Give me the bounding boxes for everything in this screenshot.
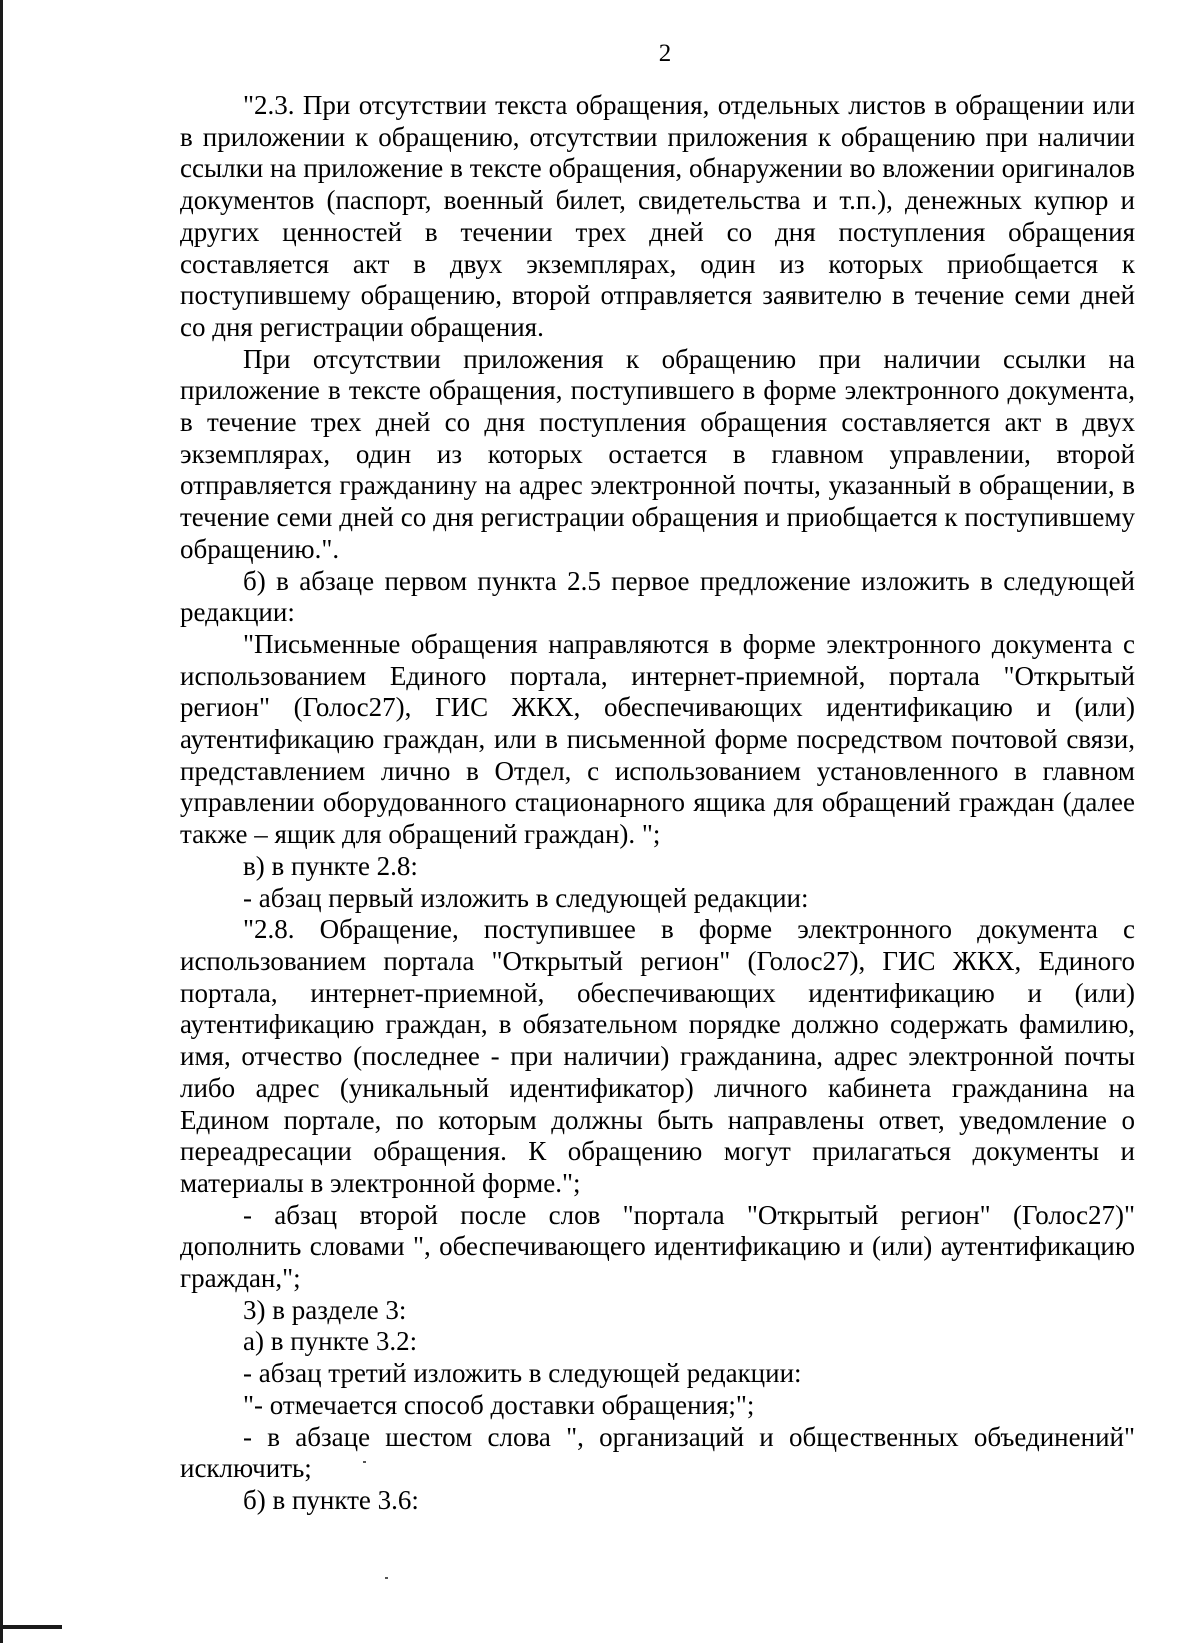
paragraph-2-8-text: "2.8. Обращение, поступившее в форме электронного документа с использованием портала "Открытый регион" (Голос27), ГИС ЖКХ, Единого портала, интернет-приемной, обеспечивающих идентификацию и (или) аутентификацию граждан, в обязательном порядке должно содержать фамилию, имя, отчество (последнее - при наличии) гражданина, адрес электронной почты либо адрес (уникальный идентификатор) личного кабинета гражданина на Едином портале, по которым должны быть направлены ответ, уведомление о переадресации обращения. К обращению могут прилагаться документы и материалы в электронной форме.";: [180, 914, 1135, 1198]
paragraph-second-abzac: - абзац второй после слов "портала "Открытый регион" (Голос27)" дополнить словами ", обеспечивающего идентификацию и (или) аутентификацию граждан,";: [180, 1199, 1135, 1294]
paragraph-sixth-abzac: - в абзаце шестом слова ", организаций и общественных объединений" исключить;: [180, 1421, 1135, 1484]
paragraph-section-3: 3) в разделе 3:: [243, 1294, 407, 1325]
paragraph-delivery-method: "- отмечается способ доставки обращения;";: [243, 1389, 755, 1420]
scan-edge-left: [0, 0, 3, 1643]
document-body: [180, 90, 1135, 1517]
scan-speck: [385, 1577, 388, 1579]
scan-edge-bottom: [0, 1625, 62, 1629]
scan-speck: [363, 1461, 366, 1463]
page-number: 2: [658, 40, 672, 67]
paragraph-v-2-8: в) в пункте 2.8:: [243, 850, 418, 881]
paragraph-b-3-6: б) в пункте 3.6:: [243, 1484, 419, 1515]
paragraph-a-3-2: а) в пункте 3.2:: [243, 1326, 418, 1357]
paragraph-third-abzac: - абзац третий изложить в следующей редакции:: [243, 1358, 802, 1389]
paragraph-written-appeals: "Письменные обращения направляются в форме электронного документа с использованием Единого портала, интернет-приемной, портала "Открытый регион" (Голос27), ГИС ЖКХ, обеспечивающих идентификацию и (или) аутентификацию граждан, или в письменной форме посредством почтовой связи, представлением лично в Отдел, с использованием установленного в главном управлении оборудованного стационарного ящика для обращений граждан (далее также – ящик для обращений граждан). ";: [180, 628, 1135, 850]
paragraph-b-2-5: б) в абзаце первом пункта 2.5 первое предложение изложить в следующей редакции:: [180, 565, 1135, 628]
paragraph-2-3: "2.3. При отсутствии текста обращения, отдельных листов в обращении или в приложении к обращению, отсутствии приложения к обращению при наличии ссылки на приложение в тексте обращения, обнаружении во вложении оригиналов документов (паспорт, военный билет, свидетельства и т.п.), денежных купюр и других ценностей в течении трех дней со дня поступления обращения составляется акт в двух экземплярах, один из которых приобщается к поступившему обращению, второй отправляется заявителю в течение семи дней со дня регистрации обращения.: [180, 90, 1135, 342]
paragraph-first-abzac: - абзац первый изложить в следующей редакции:: [243, 882, 809, 913]
paragraph-attachment: При отсутствии приложения к обращению при наличии ссылки на приложение в тексте обращения, поступившего в форме электронного документа, в течение трех дней со дня поступления обращения составляется акт в двух экземплярах, один из которых остается в главном управлении, второй отправляется гражданину на адрес электронной почты, указанный в обращении, в течение семи дней со дня регистрации обращения и приобщается к поступившему обращению.".: [180, 343, 1135, 564]
